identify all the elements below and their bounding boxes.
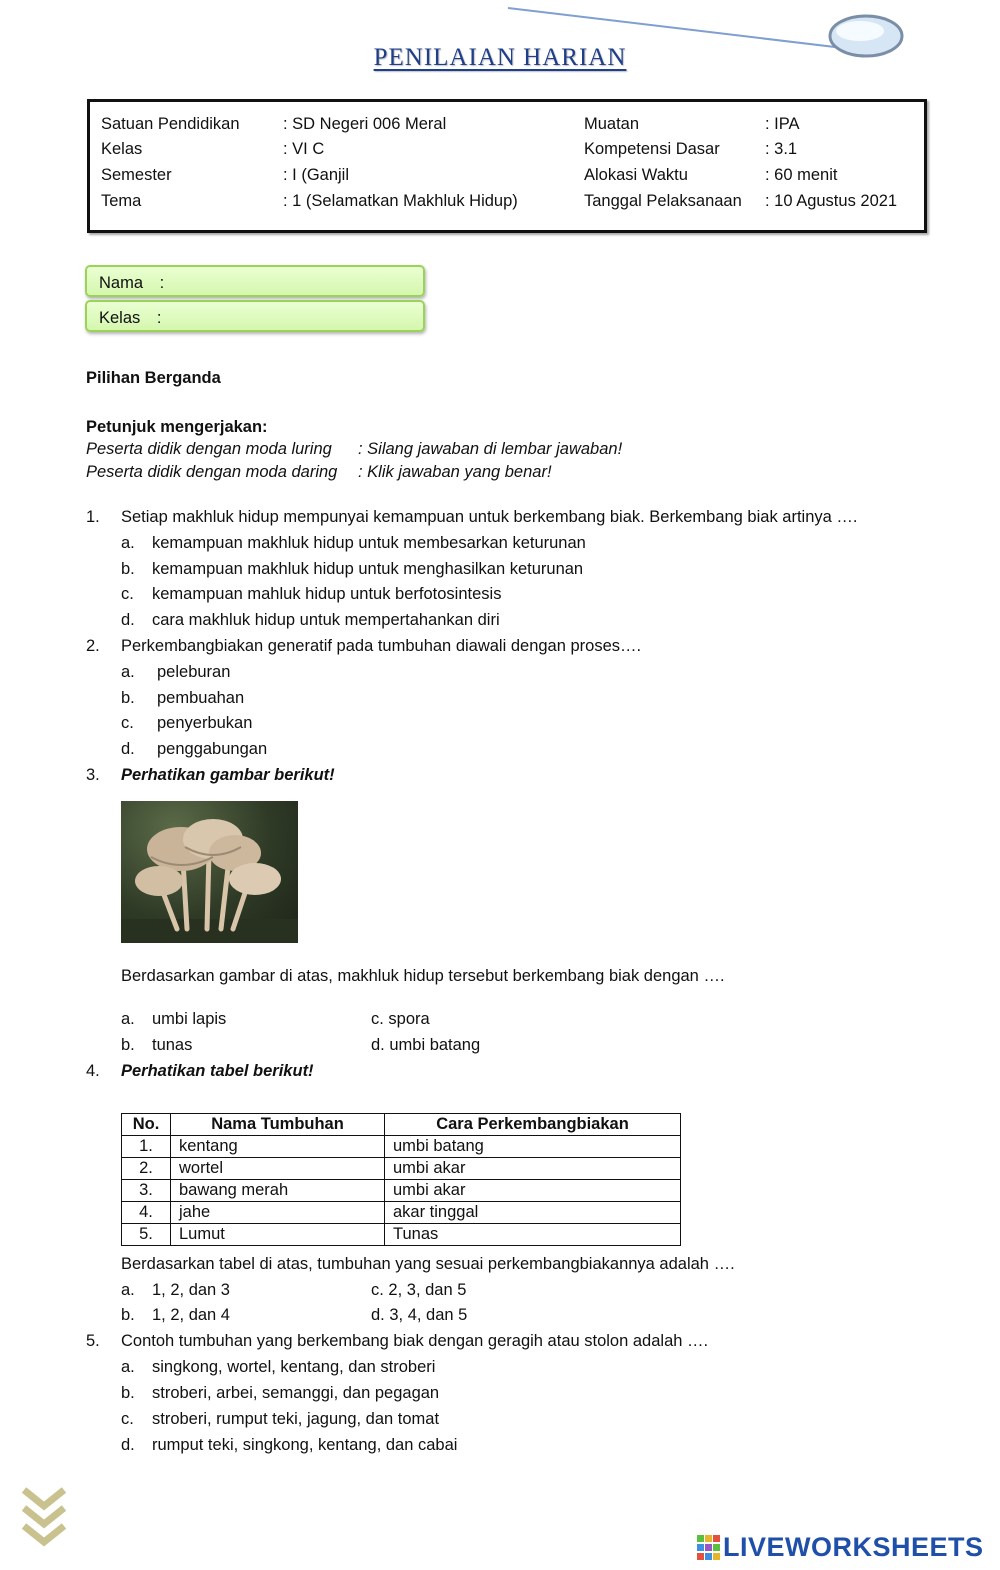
instruction-who: Peserta didik dengan moda daring: [86, 463, 338, 481]
mushroom-image: [121, 801, 298, 943]
option-letter[interactable]: c.: [121, 714, 134, 732]
info-label: Kelas: [101, 140, 143, 158]
option-letter[interactable]: d.: [121, 1436, 135, 1454]
option-letter[interactable]: c.: [121, 1410, 134, 1428]
question-prompt: Berdasarkan gambar di atas, makhluk hidup tersebut berkembang biak dengan ….: [121, 967, 725, 985]
brand-text: LIVEWORKSHEETS: [723, 1532, 984, 1562]
table-cell: bawang merah: [171, 1180, 385, 1202]
table-cell: Lumut: [171, 1224, 385, 1246]
option-letter[interactable]: a.: [121, 1358, 135, 1376]
info-value: : VI C: [283, 140, 325, 158]
option-text[interactable]: d. 3, 4, dan 5: [371, 1306, 468, 1324]
table-cell: 2.: [122, 1158, 171, 1180]
question-number: 1.: [86, 508, 100, 526]
instruction-what: : Klik jawaban yang benar!: [358, 463, 552, 481]
table-cell: 1.: [122, 1136, 171, 1158]
table-cell: 3.: [122, 1180, 171, 1202]
info-value: : IPA: [765, 115, 800, 133]
info-value: : 3.1: [765, 140, 798, 158]
option-letter[interactable]: b.: [121, 1306, 135, 1324]
table-cell: jahe: [171, 1202, 385, 1224]
table-cell: kentang: [171, 1136, 385, 1158]
question-prompt: Berdasarkan tabel di atas, tumbuhan yang sesuai perkembangbiakannya adalah ….: [121, 1255, 735, 1273]
option-letter[interactable]: a.: [121, 534, 135, 552]
option-text[interactable]: cara makhluk hidup untuk mempertahankan diri: [152, 611, 500, 629]
table-cell: Tunas: [385, 1224, 681, 1246]
student-name-field[interactable]: [85, 265, 425, 297]
question-number: 5.: [86, 1332, 100, 1350]
option-text[interactable]: c. spora: [371, 1010, 430, 1028]
question-text: Perhatikan gambar berikut!: [121, 766, 335, 784]
school-info-box: [87, 99, 927, 233]
option-letter[interactable]: b.: [121, 1384, 135, 1402]
option-text[interactable]: rumput teki, singkong, kentang, dan cabai: [152, 1436, 458, 1454]
table-header: Nama Tumbuhan: [171, 1114, 385, 1136]
option-text[interactable]: 1, 2, dan 3: [152, 1281, 230, 1299]
table-cell: 4.: [122, 1202, 171, 1224]
info-value: : I (Ganjil: [283, 166, 350, 184]
option-text[interactable]: penyerbukan: [157, 714, 253, 732]
option-letter[interactable]: d.: [121, 611, 135, 629]
info-label: Alokasi Waktu: [584, 166, 688, 184]
table-row: [122, 1202, 681, 1224]
page-title: PENILAIAN HARIAN: [373, 44, 627, 71]
class-colon: :: [156, 309, 162, 327]
option-letter[interactable]: c.: [121, 585, 134, 603]
section-title: Pilihan Berganda: [86, 369, 221, 387]
liveworksheets-logo-icon: [697, 1535, 721, 1561]
table-cell: umbi akar: [385, 1158, 681, 1180]
table-row: [122, 1158, 681, 1180]
option-text[interactable]: c. 2, 3, dan 5: [371, 1281, 467, 1299]
option-text[interactable]: tunas: [152, 1036, 193, 1054]
info-value: : 60 menit: [765, 166, 838, 184]
option-text[interactable]: penggabungan: [157, 740, 268, 758]
option-text[interactable]: kemampuan mahluk hidup untuk berfotosintesis: [152, 585, 502, 603]
instructions-heading: Petunjuk mengerjakan:: [86, 418, 268, 436]
question-text: Setiap makhluk hidup mempunyai kemampuan untuk berkembang biak. Berkembang biak artinya ….: [121, 508, 858, 526]
student-class-field[interactable]: [85, 300, 425, 332]
info-label: Tema: [101, 192, 142, 210]
info-label: Satuan Pendidikan: [101, 115, 240, 133]
table-header-row: [122, 1114, 681, 1136]
info-label: Semester: [101, 166, 172, 184]
table-cell: 5.: [122, 1224, 171, 1246]
table-cell: wortel: [171, 1158, 385, 1180]
instruction-who: Peserta didik dengan moda luring: [86, 440, 332, 458]
liveworksheets-brand[interactable]: [697, 1532, 987, 1564]
option-text[interactable]: umbi lapis: [152, 1010, 227, 1028]
option-text[interactable]: peleburan: [157, 663, 231, 681]
option-text[interactable]: 1, 2, dan 4: [152, 1306, 230, 1324]
question-text: Contoh tumbuhan yang berkembang biak dengan geragih atau stolon adalah ….: [121, 1332, 709, 1350]
class-label: Kelas: [99, 309, 141, 327]
option-letter[interactable]: b.: [121, 689, 135, 707]
option-text[interactable]: stroberi, rumput teki, jagung, dan tomat: [152, 1410, 440, 1428]
option-text[interactable]: singkong, wortel, kentang, dan stroberi: [152, 1358, 436, 1376]
option-letter[interactable]: a.: [121, 1010, 135, 1028]
name-label: Nama: [99, 274, 144, 292]
mushroom-photo: [121, 801, 298, 943]
table-row: [122, 1180, 681, 1202]
info-label: Tanggal Pelaksanaan: [584, 192, 742, 210]
question-text: Perkembangbiakan generatif pada tumbuhan diawali dengan proses….: [121, 637, 642, 655]
option-letter[interactable]: b.: [121, 560, 135, 578]
question-number: 4.: [86, 1062, 100, 1080]
question-number: 3.: [86, 766, 100, 784]
info-value: : 1 (Selamatkan Makhluk Hidup): [283, 192, 518, 210]
table-header: No.: [122, 1114, 171, 1136]
table-row: [122, 1136, 681, 1158]
option-letter[interactable]: b.: [121, 1036, 135, 1054]
info-value: : 10 Agustus 2021: [765, 192, 898, 210]
option-letter[interactable]: a.: [121, 663, 135, 681]
question-text: Perhatikan tabel berikut!: [121, 1062, 314, 1080]
info-label: Muatan: [584, 115, 640, 133]
question-number: 2.: [86, 637, 100, 655]
table-header: Cara Perkembangbiakan: [385, 1114, 681, 1136]
info-value: : SD Negeri 006 Meral: [283, 115, 447, 133]
option-letter[interactable]: a.: [121, 1281, 135, 1299]
table-cell: akar tinggal: [385, 1202, 681, 1224]
table-cell: umbi batang: [385, 1136, 681, 1158]
option-text[interactable]: pembuahan: [157, 689, 245, 707]
plants-table: [121, 1113, 681, 1246]
option-text[interactable]: kemampuan makhluk hidup untuk membesarkan keturunan: [152, 534, 586, 552]
chevron-down-icon: [22, 1486, 66, 1548]
name-colon: :: [159, 274, 165, 292]
option-text[interactable]: kemampuan makhluk hidup untuk menghasilkan keturunan: [152, 560, 584, 578]
instruction-what: : Silang jawaban di lembar jawaban!: [358, 440, 623, 458]
option-text[interactable]: stroberi, arbei, semanggi, dan pegagan: [152, 1384, 440, 1402]
info-label: Kompetensi Dasar: [584, 140, 720, 158]
option-text[interactable]: d. umbi batang: [371, 1036, 481, 1054]
table-cell: umbi akar: [385, 1180, 681, 1202]
option-letter[interactable]: d.: [121, 740, 135, 758]
table-row: [122, 1224, 681, 1246]
